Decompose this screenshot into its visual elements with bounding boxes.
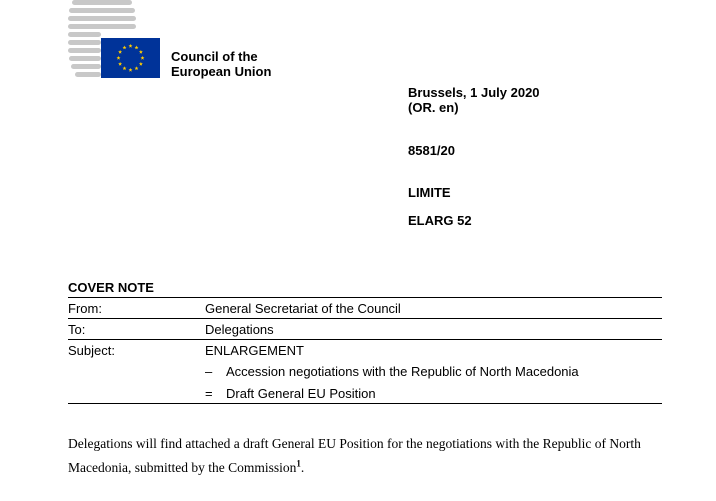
place-date-block bbox=[408, 86, 540, 115]
subject-item: Accession negotiations with the Republic of North Macedonia bbox=[226, 364, 579, 379]
cover-note-rule-bottom bbox=[68, 403, 662, 404]
to-value: Delegations bbox=[205, 322, 274, 337]
document-code: ELARG 52 bbox=[408, 213, 472, 228]
body-text: Delegations will find attached a draft General EU Position for the negotiations with the Republic of North Macedonia, submitted by the Commission bbox=[68, 436, 641, 475]
original-language: (OR. en) bbox=[408, 99, 459, 115]
subject-item: Draft General EU Position bbox=[226, 386, 376, 401]
classification-label: LIMITE bbox=[408, 185, 451, 200]
subject-label: Subject: bbox=[68, 343, 115, 358]
document-number: 8581/20 bbox=[408, 143, 455, 158]
to-label: To: bbox=[68, 322, 86, 337]
to-row-divider bbox=[68, 339, 662, 340]
place-date: Brussels, 1 July 2020 bbox=[408, 85, 540, 100]
organisation-name bbox=[171, 50, 271, 79]
body-paragraph bbox=[68, 432, 668, 480]
body-text-end: . bbox=[300, 460, 305, 475]
org-name-line2: European Union bbox=[171, 63, 272, 79]
from-label: From: bbox=[68, 301, 102, 316]
eu-flag-icon bbox=[101, 38, 160, 78]
cover-note-rule-top bbox=[68, 297, 662, 298]
subject-value: ENLARGEMENT bbox=[205, 343, 304, 358]
subject-item-marker: – bbox=[205, 364, 213, 379]
org-name-line1: Council of the bbox=[171, 49, 258, 64]
from-value: General Secretariat of the Council bbox=[205, 301, 401, 316]
subject-item-marker: = bbox=[205, 386, 213, 401]
footnote-reference[interactable]: 1 bbox=[296, 458, 301, 469]
from-row-divider bbox=[68, 318, 662, 319]
cover-note-title: COVER NOTE bbox=[68, 280, 154, 295]
